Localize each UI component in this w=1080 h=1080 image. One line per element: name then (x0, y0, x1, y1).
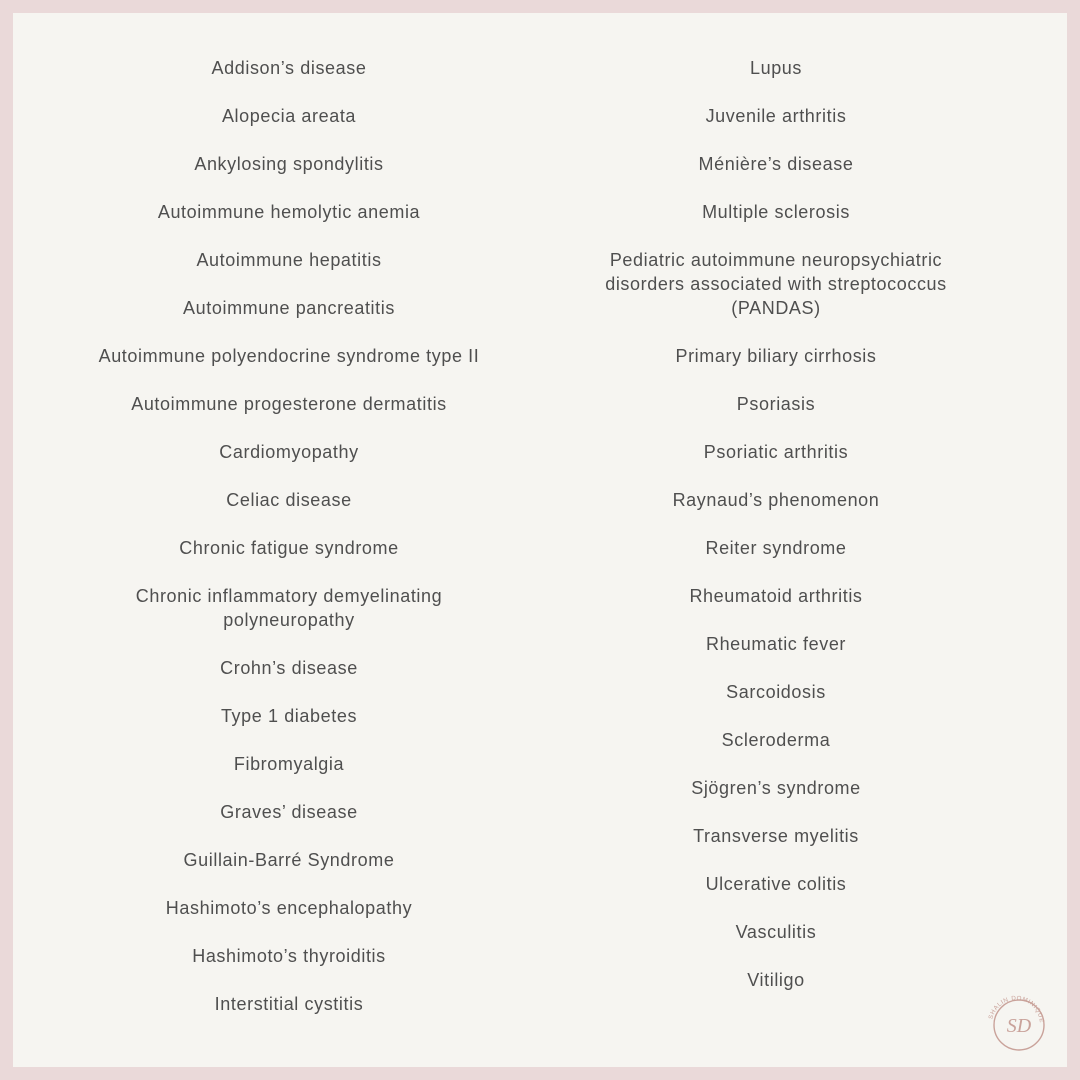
list-item: Autoimmune hemolytic anemia (157, 202, 421, 222)
list-item: Hashimoto’s encephalopathy (165, 898, 413, 918)
list-item: Primary biliary cirrhosis (675, 346, 877, 366)
list-item: Crohn’s disease (220, 658, 358, 678)
list-item: Type 1 diabetes (220, 706, 358, 726)
list-item: Rheumatic fever (705, 634, 847, 654)
logo-monogram: SD (1006, 1015, 1032, 1037)
list-item: Raynaud’s phenomenon (672, 490, 880, 510)
list-item: Chronic fatigue syndrome (179, 538, 399, 558)
list-item: Reiter syndrome (705, 538, 847, 558)
list-item: Graves’ disease (220, 802, 358, 822)
list-item: Interstitial cystitis (214, 994, 364, 1014)
list-item: Alopecia areata (221, 106, 357, 126)
list-item: Psoriatic arthritis (703, 442, 849, 462)
left-condition-list (77, 56, 501, 1040)
list-item: Celiac disease (226, 490, 352, 510)
list-item: Transverse myelitis (693, 826, 859, 846)
list-item: Ankylosing spondylitis (194, 154, 384, 174)
logo-arc-text: SHALIN DOMINIQUE (987, 994, 1046, 1024)
list-item: Autoimmune progesterone dermatitis (131, 394, 447, 414)
list-item: Multiple sclerosis (702, 202, 850, 222)
list-item: Sjögren’s syndrome (691, 778, 861, 798)
list-item: Autoimmune polyendocrine syndrome type II (98, 346, 480, 366)
list-item: Pediatric autoimmune neuropsychiatric disorders associated with streptococcus (PANDAS) (605, 250, 947, 318)
list-item: Sarcoidosis (726, 682, 826, 702)
list-item: Chronic inflammatory demyelinating polyneuropathy (135, 586, 443, 630)
list-item: Autoimmune hepatitis (196, 250, 382, 270)
list-item: Rheumatoid arthritis (689, 586, 863, 606)
brand-logo (978, 990, 1050, 1054)
list-item: Lupus (749, 58, 803, 78)
list-item: Vitiligo (747, 970, 805, 990)
list-item: Cardiomyopathy (219, 442, 359, 462)
list-item: Vasculitis (735, 922, 817, 942)
list-item: Ménière’s disease (698, 154, 854, 174)
list-item: Ulcerative colitis (705, 874, 847, 894)
list-item: Fibromyalgia (233, 754, 345, 774)
list-item: Scleroderma (721, 730, 831, 750)
list-item: Hashimoto’s thyroiditis (192, 946, 386, 966)
right-condition-list (581, 56, 971, 1016)
list-item: Juvenile arthritis (705, 106, 847, 126)
list-item: Psoriasis (736, 394, 816, 414)
list-item: Addison’s disease (211, 58, 367, 78)
list-item: Autoimmune pancreatitis (183, 298, 395, 318)
list-item: Guillain-Barré Syndrome (183, 850, 395, 870)
